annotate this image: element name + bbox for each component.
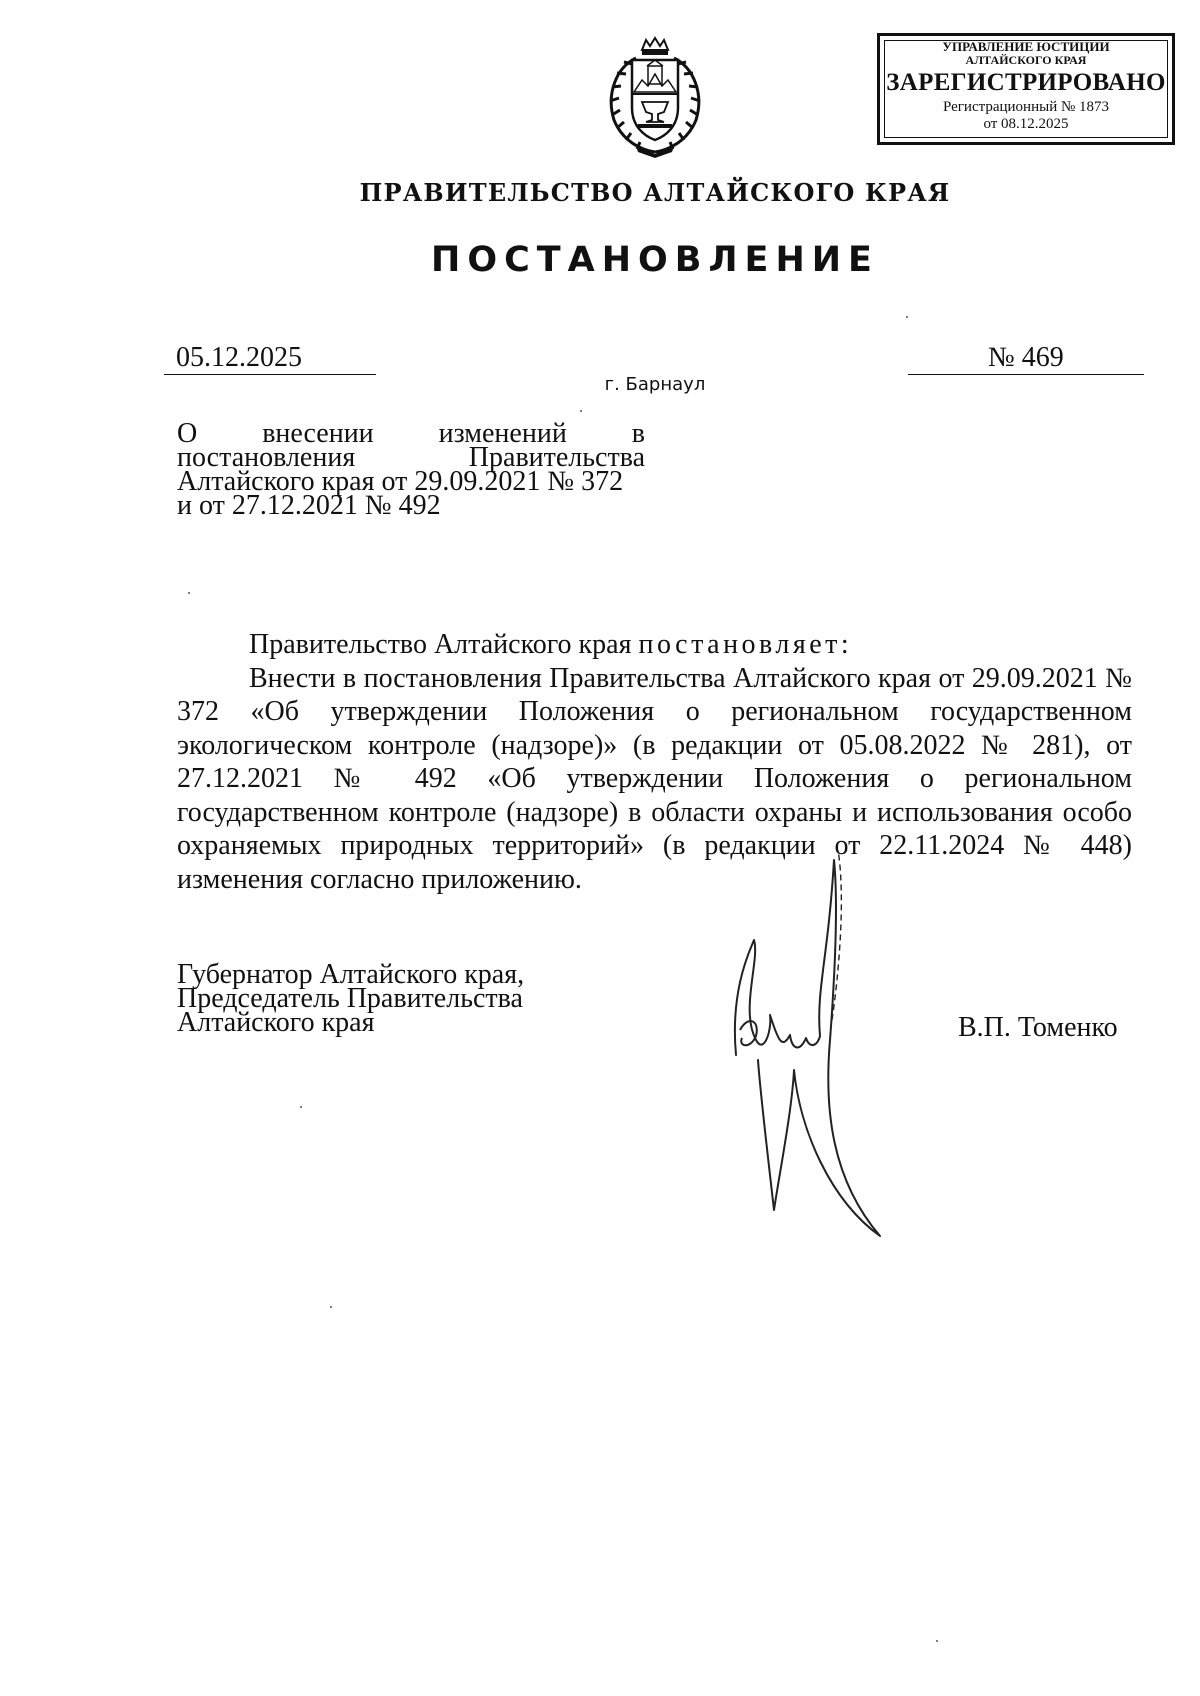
scan-speck bbox=[300, 1106, 302, 1108]
signer-position-line: Алтайского края bbox=[177, 1007, 375, 1038]
subject-line: постановления Правительства bbox=[177, 442, 645, 473]
document-date: 05.12.2025 bbox=[164, 342, 376, 375]
stamp-inner-frame bbox=[884, 40, 1168, 138]
stamp-registration-date: от 08.12.2025 bbox=[983, 116, 1069, 132]
stamp-registration-number: Регистрационный № 1873 bbox=[942, 99, 1110, 115]
registration-stamp bbox=[877, 33, 1175, 145]
document-city: г. Барнаул bbox=[604, 374, 706, 395]
subject-line: Алтайского края от 29.09.2021 № 372 bbox=[177, 466, 624, 497]
decision-paragraph: Внести в постановления Правительства Алтайского края от 29.09.2021 № 372 «Об утверждении Положения о региональном государственном экологическом контроле (надзоре)» (в редакции от 05.08.2022 № 281), от 27.12.2021 № 492 «Об утверждении Положения о региональном государственном контроле (надзоре) в области охраны и использования особо охраняемых природных территорий» (в редакции от 22.11.2024 № 448) изменения согласно приложению. bbox=[177, 662, 1132, 895]
stamp-authority-line2: АЛТАЙСКОГО КРАЯ bbox=[965, 53, 1087, 67]
preamble-verb: постановляет: bbox=[638, 629, 853, 660]
signer-position-line: Председатель Правительства bbox=[177, 983, 523, 1014]
document-subject bbox=[177, 418, 645, 521]
scan-speck bbox=[330, 1306, 332, 1308]
signer-position bbox=[177, 959, 627, 1038]
scan-speck bbox=[188, 592, 190, 594]
document-body bbox=[177, 628, 1132, 896]
preamble-text: Правительство Алтайского края bbox=[249, 629, 639, 660]
scan-speck bbox=[906, 316, 908, 318]
government-title: ПРАВИТЕЛЬСТВО АЛТАЙСКОГО КРАЯ bbox=[359, 178, 951, 207]
preamble-paragraph bbox=[177, 628, 1132, 662]
subject-line: О внесении изменений в bbox=[177, 418, 645, 449]
scan-speck bbox=[936, 1640, 938, 1642]
signer-name: В.П. Томенко bbox=[958, 1012, 1118, 1043]
stamp-authority-line1: УПРАВЛЕНИЕ ЮСТИЦИИ bbox=[942, 39, 1110, 54]
document-type: ПОСТАНОВЛЕНИЕ bbox=[431, 240, 879, 280]
subject-line: и от 27.12.2021 № 492 bbox=[177, 490, 441, 521]
handwritten-signature-icon bbox=[720, 840, 890, 1290]
coat-of-arms-icon bbox=[592, 36, 718, 158]
scan-speck bbox=[580, 410, 582, 412]
document-number: № 469 bbox=[908, 342, 1144, 375]
signer-position-line: Губернатор Алтайского края, bbox=[177, 959, 525, 990]
stamp-registered-label: ЗАРЕГИСТРИРОВАНО bbox=[886, 69, 1166, 96]
